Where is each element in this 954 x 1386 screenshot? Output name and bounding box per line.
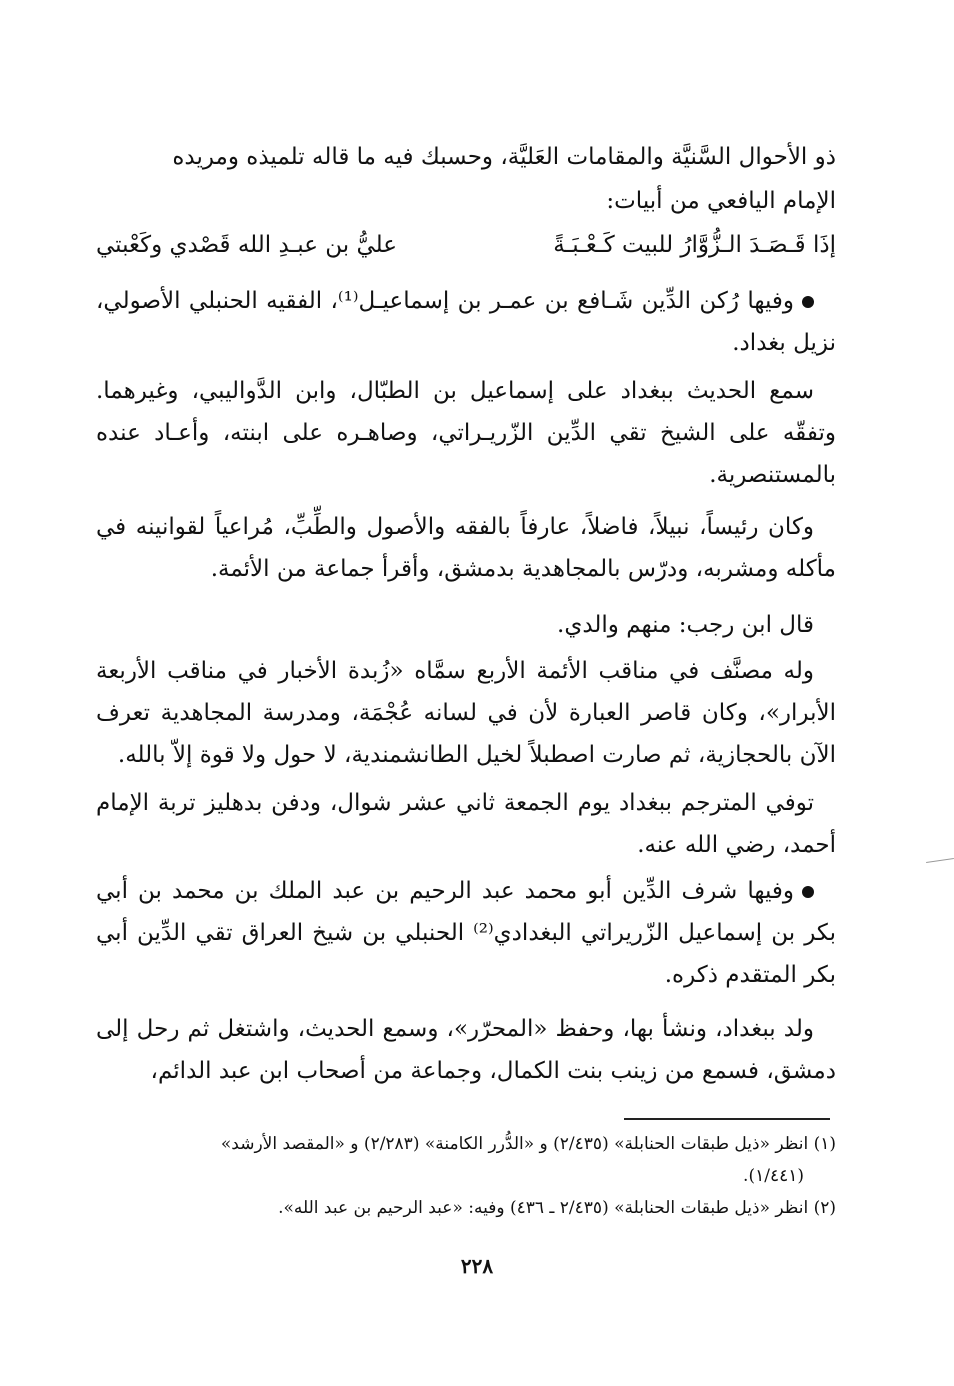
verse-hemistich-1: إذَا قَـصَـدَ الـزُّوَّارُ للبيت كَـعْـبَـةً (553, 232, 836, 258)
paragraph (96, 870, 836, 996)
paragraph-text: وله مصنَّف في مناقب الأئمة الأربع سمَّاه «زُبدة الأخبار في مناقب الأربعة الأبرار»، وكان قاصر العبارة لأن في لسانه عُجْمَة، ومدرسة المجاهدية تعرف الآن بالحجازية، ثم صارت اصطبلاً لخيل الطانشمندية، لا حول ولا قوة إلاّ بالله. (96, 658, 836, 768)
verse (96, 224, 836, 266)
intro-line-1: ذو الأحوال السَّنيَّة والمقامات العَليَّة، وحسبك فيه ما قاله تلميذه ومريده (172, 144, 836, 170)
page-number: ٢٢٨ (460, 1254, 494, 1278)
bullet-icon (802, 296, 814, 308)
paragraph-character (96, 506, 836, 590)
paragraph-text: وفيها رُكن الدِّين شَـافع بن عمـر بن إسماعيـل⁽¹⁾، الفقيه الحنبلي الأصولي، نزيل بغداد. (96, 288, 836, 356)
paragraph-birth (96, 1008, 836, 1092)
paragraph-works (96, 650, 836, 776)
paragraph-sharaf (96, 870, 836, 996)
footnote-divider (624, 1118, 830, 1120)
paragraph-text: وكان رئيساً، نبيلاً، فاضلاً، عارفاً بالفقه والأصول والطِّبِّ، مُراعياً لقوانينه في مأكله ومشربه، ودرّس بالمجاهدية بدمشق، وأقرأ جماعة من الأئمة. (96, 514, 836, 582)
footnote-1: (١) انظر «ذيل طبقات الحنابلة» (٢/٤٣٥) و «الدُّرر الكامنة» (٢/٢٨٣) و «المقصد الأرشد» (220, 1134, 836, 1154)
paragraph-text: توفي المترجم ببغداد يوم الجمعة ثاني عشر شوال، ودفن بدهليز تربة الإمام أحمد، رضي الله عنه. (96, 790, 836, 858)
verse-hemistich-2: عليُّ بن عبـدِ الله قَصْدي وكَعْبتي (96, 232, 398, 258)
footnote-2: (٢) انظر «ذيل طبقات الحنابلة» (٢/٤٣٥ ـ ٤٣٦) وفيه: «عبد الرحيم بن عبد الله». (278, 1198, 836, 1218)
paragraph-text: سمع الحديث ببغداد على إسماعيل بن الطبّال، وابن الدَّواليبي، وغيرهما. وتفقّه على الشيخ تقي الدِّين الزّريـراتي، وصاهـره على ابنته، وأعـاد عنده بالمستنصرية. (96, 378, 836, 488)
paragraph-text: وفيها شرف الدِّين أبو محمد عبد الرحيم بن عبد الملك بن محمد بن أبي بكر بن إسماعيل الزّريراتي البغدادي⁽²⁾ الحنبلي بن شيخ العراق تقي الدِّين أبي بكر المتقدم ذكره. (96, 878, 836, 988)
paragraph-hadith (96, 370, 836, 496)
margin-mark (926, 858, 954, 863)
footnote-1-continuation: (١/٤٤١). (743, 1166, 804, 1186)
bullet-icon (802, 886, 814, 898)
paragraph-ibn-rajab (96, 604, 836, 646)
paragraph-shafi (96, 280, 836, 364)
paragraph-text: ولد ببغداد، ونشأ بها، وحفظ «المحرّر»، وسمع الحديث، واشتغل ثم رحل إلى دمشق، فسمع من زينب بنت الكمال، وجماعة من أصحاب ابن عبد الدائم، (96, 1016, 836, 1084)
footnotes (86, 1128, 836, 1224)
paragraph-text: قال ابن رجب: منهم والدي. (557, 612, 814, 638)
paragraph-death (96, 782, 836, 866)
paragraph (96, 280, 836, 364)
intro-line-2: الإمام اليافعي من أبيات: (606, 188, 836, 214)
